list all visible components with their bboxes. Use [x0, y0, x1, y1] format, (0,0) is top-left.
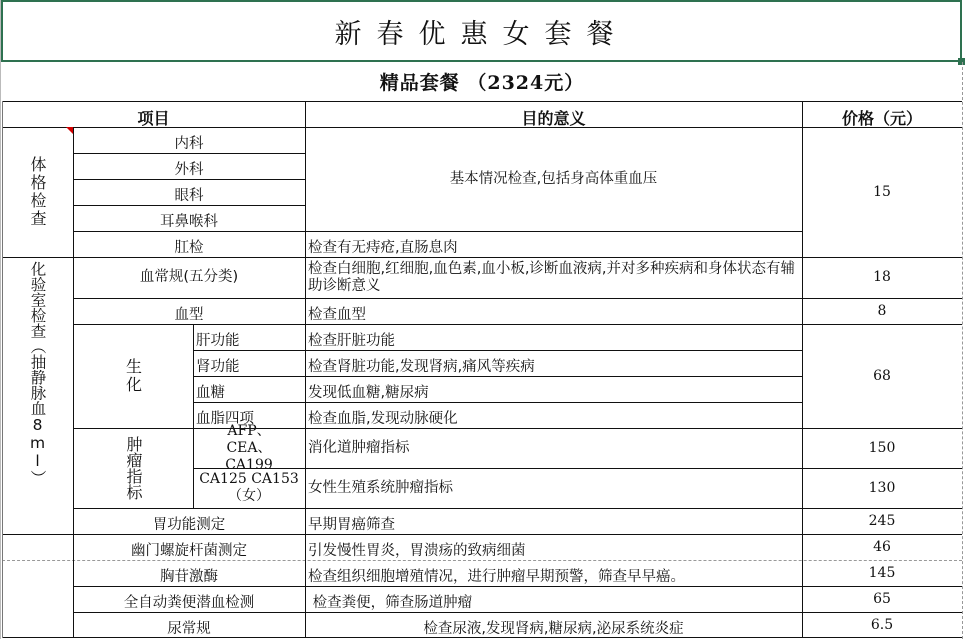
package-subtitle: 精品套餐 （2324元） [379, 72, 585, 94]
purpose-cell[interactable]: 基本情况检查,包括身高体重血压 [449, 170, 658, 187]
item-cell[interactable]: 外科 [174, 162, 204, 178]
header-item[interactable]: 项目 [137, 109, 170, 128]
item-cell[interactable]: 胃功能测定 [152, 517, 226, 533]
purpose-cell[interactable]: 发现低血糖,糖尿病 [308, 385, 429, 401]
price-cell[interactable]: 245 [868, 512, 896, 529]
item-cell[interactable]: 内科 [174, 136, 204, 152]
sheet-gridline [0, 0, 1, 639]
purpose-cell[interactable]: 检查有无痔疮,直肠息肉 [308, 240, 458, 256]
purpose-cell[interactable]: 检查白细胞,红细胞,血色素,血小板,诊断血液病,并对多种疾病和身体状态有辅助诊断意义 [308, 260, 796, 294]
group-label: 体格检查 [28, 156, 47, 228]
purpose-cell[interactable]: 女性生殖系统肿瘤指标 [308, 479, 453, 496]
title-cell[interactable] [1, 0, 962, 62]
subgroup-label: 生化 [123, 358, 143, 394]
price-cell[interactable]: 150 [868, 439, 896, 456]
purpose-cell[interactable]: 检查肾脏功能,发现肾病,痛风等疾病 [308, 359, 535, 375]
page-title: 新春优惠女套餐 [334, 18, 629, 50]
purpose-cell[interactable]: 检查粪便，筛查肠道肿瘤 [308, 595, 473, 611]
price-cell[interactable]: 46 [873, 538, 891, 555]
item-cell[interactable]: 全自动粪便潜血检测 [123, 595, 255, 611]
item-cell[interactable]: 血脂四项 [196, 411, 254, 427]
item-cell[interactable]: 肛检 [174, 240, 204, 256]
price-cell[interactable]: 8 [877, 302, 887, 319]
item-cell[interactable]: 血型 [174, 307, 204, 323]
item-cell[interactable]: 血糖 [196, 385, 225, 401]
purpose-cell[interactable]: 检查血型 [308, 307, 366, 323]
price-cell[interactable]: 18 [873, 269, 891, 285]
item-cell[interactable]: AFP、CEA、CA199 [225, 422, 273, 473]
purpose-cell[interactable]: 早期胃癌筛查 [308, 517, 395, 533]
header-purpose[interactable]: 目的意义 [521, 109, 586, 128]
subgroup-biochem[interactable] [73, 324, 193, 428]
purpose-cell[interactable]: 检查尿液,发现肾病,糖尿病,泌尿系统炎症 [423, 621, 684, 637]
price-cell[interactable]: 15 [873, 183, 891, 200]
item-cell[interactable]: 肝功能 [196, 333, 240, 349]
item-cell[interactable]: 尿常规 [167, 621, 211, 637]
subgroup-tumor-markers[interactable] [73, 428, 193, 508]
purpose-cell[interactable]: 检查组织细胞增殖情况，进行肿瘤早期预警，筛查早早癌。 [308, 569, 685, 585]
purpose-cell[interactable]: 引发慢性胃炎，胃溃疡的致病细菌 [308, 543, 526, 559]
group-label: 化验室检查（抽静脉血8ml） [28, 261, 47, 486]
purpose-cell[interactable]: 检查血脂,发现动脉硬化 [308, 411, 458, 427]
purpose-cell[interactable]: 检查肝脏功能 [308, 333, 395, 349]
page-break-line [962, 62, 963, 639]
price-cell[interactable]: 6.5 [870, 616, 894, 633]
item-cell[interactable]: CA125 CA153（女） [199, 471, 299, 504]
price-cell[interactable]: 130 [868, 479, 896, 496]
group-physical-exam[interactable] [2, 127, 73, 257]
item-cell[interactable]: 耳鼻喉科 [160, 214, 218, 230]
header-price[interactable]: 价格（元） [841, 109, 922, 128]
price-cell[interactable]: 145 [868, 564, 896, 581]
item-cell[interactable]: 肾功能 [196, 359, 240, 375]
price-cell[interactable]: 68 [873, 367, 891, 384]
item-cell[interactable]: 幽门螺旋杆菌测定 [131, 543, 247, 559]
item-cell[interactable]: 眼科 [174, 188, 204, 204]
purpose-cell[interactable]: 消化道肿瘤指标 [308, 439, 410, 456]
price-cell[interactable]: 65 [873, 590, 891, 607]
item-cell[interactable]: 胸苷激酶 [160, 569, 218, 585]
group-lab-exam[interactable] [2, 257, 73, 534]
subgroup-label: 肿瘤指标 [124, 436, 143, 500]
item-cell[interactable]: 血常规(五分类) [139, 269, 239, 285]
